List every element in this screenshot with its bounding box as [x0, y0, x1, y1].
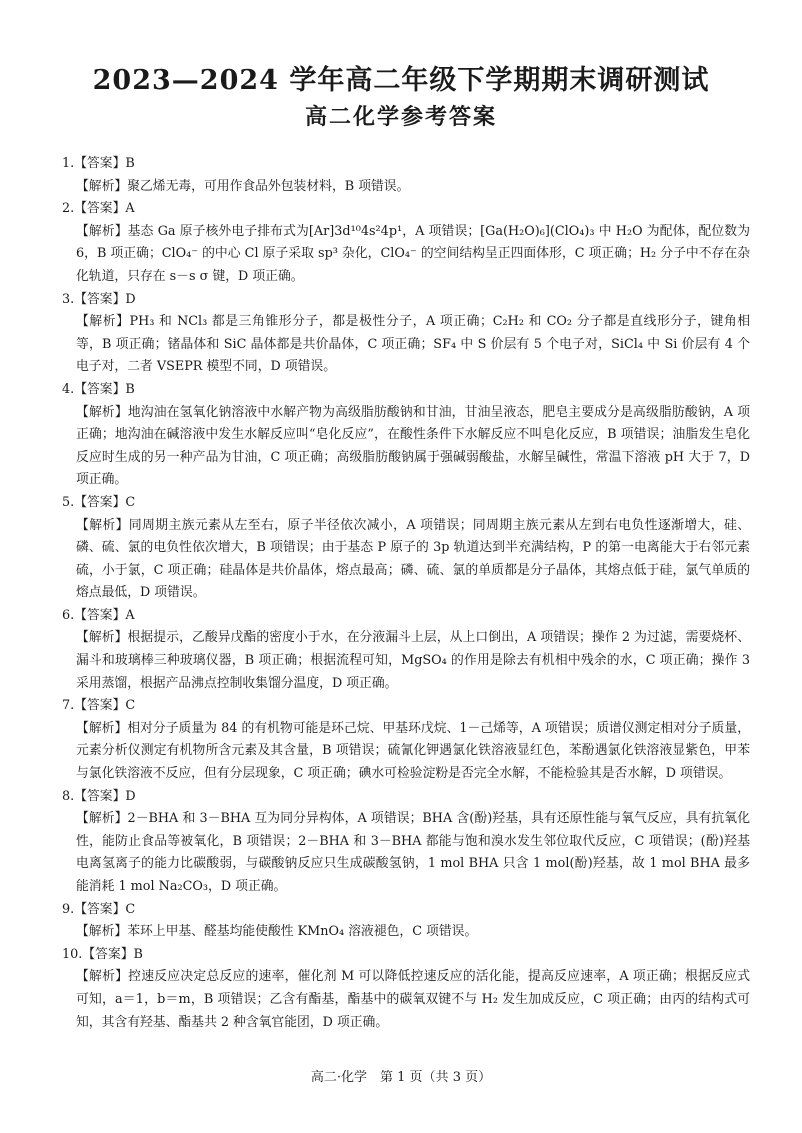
answer-item [62, 198, 750, 288]
answer-item [62, 899, 750, 944]
answer-item [62, 786, 750, 899]
answer-explanation: 【解析】相对分子质量为 84 的有机物可能是环己烷、甲基环戊烷、1－己烯等，A 项错误；质谱仪测定相对分子质量，元素分析仪测定有机物所含元素及其含量，B 项错误；硫氰化钾遇氯化铁溶液显红色，苯酚遇氯化铁溶液显紫色，甲苯与氯化铁溶液不反应，但有分层现象，C 项正确；碘水可检验淀粉是否完全水解，不能检验其是否水解，D 项错误。 [76, 720, 750, 782]
answer-item [62, 695, 750, 785]
answer-label: 1.【答案】B [62, 156, 135, 171]
answer-explanation: 【解析】基态 Ga 原子核外电子排布式为[Ar]3d¹⁰4s²4p¹，A 项错误；[Ga(H₂O)₆](ClO₄)₃ 中 H₂O 为配体，配位数为 6，B 项正确；ClO₄⁻ 的中心 Cl 原子采取 sp³ 杂化，ClO₄⁻ 的空间结构呈正四面体形，C 项正确；H₂ 分子中不存在杂化轨道，只存在 s－s σ 键，D 项正确。 [76, 223, 750, 284]
answer-label: 3.【答案】D [62, 291, 136, 307]
answer-label: 5.【答案】C [62, 494, 136, 510]
answer-item [62, 289, 750, 379]
answer-label: 8.【答案】D [62, 788, 136, 804]
answer-label: 7.【答案】C [62, 698, 136, 714]
answer-item [62, 492, 750, 605]
answer-explanation: 【解析】同周期主族元素从左至右，原子半径依次减小，A 项错误；同周期主族元素从左到右电负性逐渐增大，硅、磷、硫、氯的电负性依次增大，B 项错误；由于基态 P 原子的 3p 轨道达到半充满结构，P 的第一电离能大于右邻元素硫，小于氯，C 项正确；硅晶体是共价晶体，熔点最高；磷、硫、氯的单质都是分子晶体，其熔点低于硅，氯气单质的熔点最低，D 项错误。 [76, 517, 750, 601]
page-title: 2023—2024 学年高二年级下学期期末调研测试 [92, 65, 710, 96]
answer-label: 2.【答案】A [62, 201, 135, 217]
answer-explanation: 【解析】根据提示，乙酸异戊酯的密度小于水，在分液漏斗上层，从上口倒出，A 项错误；操作 2 为过滤，需要烧杯、漏斗和玻璃棒三种玻璃仪器，B 项正确；根据流程可知，MgSO₄ 的作用是除去有机相中残余的水，C 项正确；操作 3 采用蒸馏，根据产品沸点控制收集馏分温度，D 项正确。 [76, 630, 750, 691]
answer-item [62, 605, 750, 695]
answer-label: 6.【答案】A [62, 607, 135, 623]
answer-label: 4.【答案】B [62, 381, 135, 397]
answer-explanation: 【解析】苯环上甲基、醛基均能使酸性 KMnO₄ 溶液褪色，C 项错误。 [76, 924, 478, 940]
page-footer: 高二·化学 第 1 页（共 3 页） [310, 1070, 492, 1085]
answer-explanation: 【解析】地沟油在氢氧化钠溶液中水解产物为高级脂肪酸钠和甘油，甘油呈液态，肥皂主要成分是高级脂肪酸钠，A 项正确；地沟油在碱溶液中发生水解反应叫“皂化反应”，在酸性条件下水解反应不叫皂化反应，B 项错误；油脂发生皂化反应时生成的另一种产品为甘油，C 项正确；高级脂肪酸钠属于强碱弱酸盐，水解呈碱性，常温下溶液 pH 大于 7，D 项正确。 [76, 404, 750, 488]
answer-item [62, 153, 750, 198]
answer-explanation: 【解析】控速反应决定总反应的速率，催化剂 M 可以降低控速反应的活化能，提高反应速率，A 项正确；根据反应式可知，a＝1，b＝m，B 项错误；乙含有酯基，酯基中的碳氧双键不与 H₂ 发生加成反应，C 项正确；由丙的结构式可知，其含有羟基、酯基共 2 种含氧官能团，D 项正确。 [76, 969, 750, 1030]
answer-label: 9.【答案】C [62, 901, 136, 917]
answer-explanation: 【解析】PH₃ 和 NCl₃ 都是三角锥形分子，都是极性分子，A 项正确；C₂H₂ 和 CO₂ 分子都是直线形分子，键角相等，B 项正确；锗晶体和 SiC 晶体都是共价晶体，C 项正确；SF₄ 中 S 价层有 5 个电子对，SiCl₄ 中 Si 价层有 4 个电子对，二者 VSEPR 模型不同，D 项错误。 [76, 314, 750, 375]
answer-item [62, 944, 750, 1034]
answer-list [62, 153, 750, 1034]
answer-item [62, 379, 750, 492]
page-subtitle: 高二化学参考答案 [304, 105, 497, 130]
answer-label: 10.【答案】B [62, 946, 143, 962]
answer-explanation: 【解析】聚乙烯无毒，可用作食品外包装材料，B 项错误。 [76, 178, 410, 194]
answer-explanation: 【解析】2－BHA 和 3－BHA 互为同分异构体，A 项错误；BHA 含(酚)羟基，具有还原性能与氧气反应，具有抗氧化性，能防止食品等被氧化，B 项错误；2－BHA 和 3－BHA 都能与饱和溴水发生邻位取代反应，C 项错误；(酚)羟基电离氢离子的能力比碳酸弱，与碳酸钠反应只生成碳酸氢钠，1 mol BHA 只含 1 mol(酚)羟基，故 1 mol BHA 最多能消耗 1 mol Na₂CO₃，D 项正确。 [76, 811, 750, 894]
